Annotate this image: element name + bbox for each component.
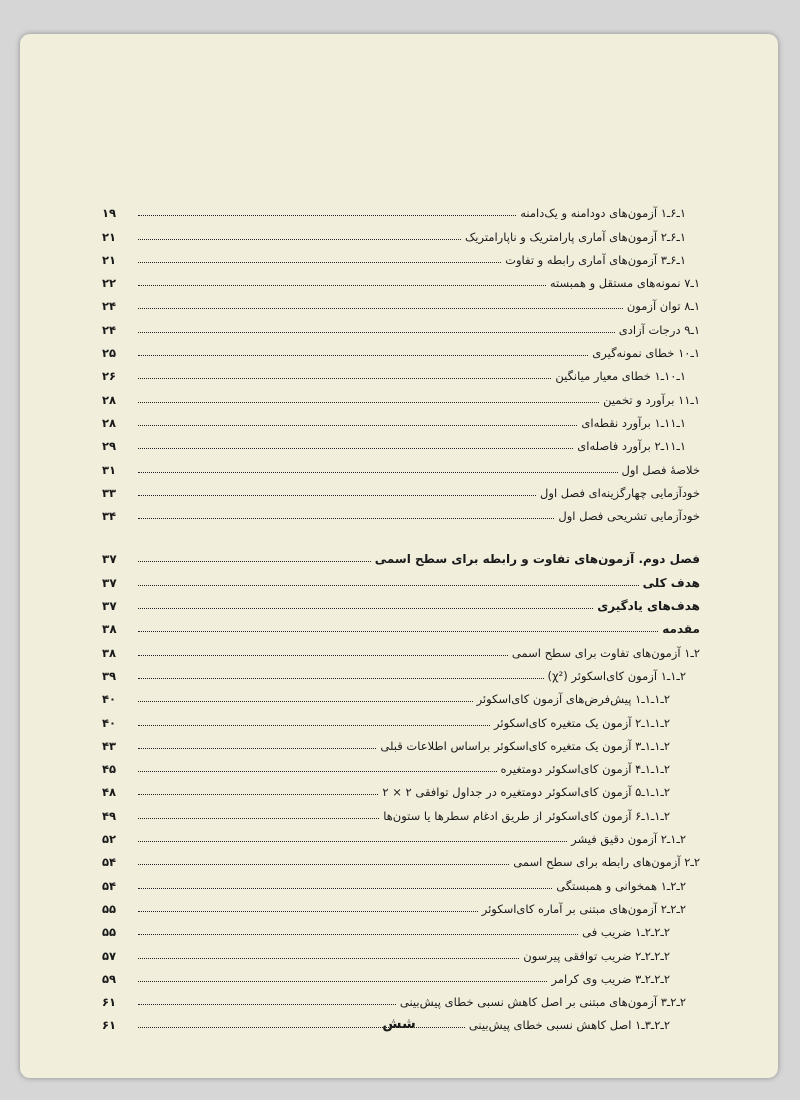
page-number-label: شش: [382, 1016, 416, 1032]
toc-entry-title: خلاصهٔ فصل اول: [621, 462, 700, 477]
toc-entry-page: ۴۳: [102, 738, 117, 753]
dot-leader: [138, 841, 567, 842]
toc-entry-page: ۳۳: [102, 485, 117, 500]
document-page: [20, 34, 778, 1078]
dot-leader: [138, 678, 544, 679]
dot-leader: [138, 725, 490, 726]
toc-entry: [102, 500, 700, 523]
toc-entry: [102, 799, 700, 822]
toc-entry-title: ۲ـ۱ـ۱ آزمون کای‌اسکوئر (χ²): [547, 668, 686, 683]
toc-entry-title: ۲ـ۱ـ۱ـ۵ آزمون کای‌اسکوئر دومتغیره در جداول توافقی ۲ × ۲: [382, 785, 670, 800]
toc-entry-page: ۵۴: [102, 878, 117, 893]
dot-leader: [138, 585, 639, 586]
toc-entry-title: مقدمه: [662, 622, 700, 637]
toc-entry-title: ۲ـ۲ـ۳ آزمون‌های مبتنی بر اصل کاهش نسبی خطای پیش‌بینی: [399, 995, 686, 1010]
toc-entry: [102, 939, 700, 962]
dot-leader: [138, 495, 536, 496]
dot-leader: [138, 448, 573, 449]
toc-entry-page: ۴۹: [102, 808, 117, 823]
toc-entry: [102, 337, 700, 360]
toc-entry-page: ۴۵: [102, 762, 117, 777]
dot-leader: [138, 911, 478, 912]
toc-entry-page: ۲۱: [102, 252, 117, 267]
toc-entry: [102, 220, 700, 243]
toc-entry-page: ۲۴: [102, 299, 117, 314]
toc-entry: [102, 453, 700, 476]
toc-entry-title: ۱ـ۷ نمونه‌های مستقل و همبسته: [549, 276, 700, 291]
dot-leader: [138, 561, 371, 562]
toc-entry-page: ۲۴: [102, 322, 117, 337]
toc-entry: [102, 963, 700, 986]
toc-entry: [102, 477, 700, 500]
toc-entry-page: ۵۵: [102, 901, 117, 916]
dot-leader: [138, 239, 461, 240]
dot-leader: [138, 1004, 396, 1005]
toc-entry-page: ۵۷: [102, 948, 117, 963]
dot-leader: [138, 888, 552, 889]
toc-entry: [102, 916, 700, 939]
toc-entry: [102, 823, 700, 846]
toc-entry-title: ۱ـ۶ـ۱ آزمون‌های دودامنه و یک‌دامنه: [520, 206, 686, 221]
toc-entry: [102, 706, 700, 729]
toc-entry-title: ۱ـ۱۰ خطای نمونه‌گیری: [592, 346, 700, 361]
dot-leader: [138, 748, 376, 749]
toc-entry-title: ۲ـ۱ـ۱ـ۴ آزمون کای‌اسکوئر دومتغیره: [500, 762, 670, 777]
toc-entry-page: ۴۰: [102, 692, 117, 707]
toc-entry-page: ۳۷: [102, 552, 117, 567]
dot-leader: [138, 608, 593, 609]
dot-leader: [138, 518, 554, 519]
toc-entry: [102, 267, 700, 290]
toc-entry-title: خودآزمایی تشریحی فصل اول: [558, 509, 700, 524]
toc-entry-title: ۱ـ۱۱ـ۱ برآورد نقطه‌ای: [581, 415, 686, 430]
toc-entry-title: ۱ـ۹ درجات آزادی: [618, 322, 700, 337]
toc-entry-title: ۱ـ۱۰ـ۱ خطای معیار میانگین: [555, 369, 686, 384]
dot-leader: [138, 818, 379, 819]
toc-entry-title: ۲ـ۲ـ۲ آزمون‌های مبتنی بر آماره کای‌اسکوئر: [481, 901, 686, 916]
toc-entry-page: ۴۸: [102, 785, 117, 800]
toc-entry-title: ۲ـ۲ـ۳ـ۱ اصل کاهش نسبی خطای پیش‌بینی: [468, 1018, 670, 1033]
toc-entry-title: ۲ـ۲ـ۲ـ۳ ضریب وی کرامر: [551, 971, 670, 986]
dot-leader: [138, 378, 551, 379]
toc-entry-page: ۲۹: [102, 439, 117, 454]
toc-entry-page: ۵۹: [102, 971, 117, 986]
toc-entry-page: ۳۴: [102, 509, 117, 524]
dot-leader: [138, 332, 615, 333]
toc-entry-title: ۲ـ۱ـ۱ـ۳ آزمون یک متغیره کای‌اسکوئر براساس اطلاعات قبلی: [380, 738, 670, 753]
toc-entry: [102, 893, 700, 916]
table-of-contents: [102, 197, 700, 1032]
toc-entry-page: ۶۱: [102, 1018, 117, 1033]
toc-entry: [102, 430, 700, 453]
dot-leader: [138, 771, 497, 772]
dot-leader: [138, 981, 547, 982]
toc-entry-page: ۵۵: [102, 925, 117, 940]
toc-entry-title: ۲ـ۲ـ۲ـ۲ ضریب توافقی پیرسون: [523, 948, 670, 963]
toc-entry-page: ۲۵: [102, 346, 117, 361]
toc-entry-page: ۲۲: [102, 276, 117, 291]
toc-entry: [102, 683, 700, 706]
toc-entry-title: هدف‌های یادگیری: [597, 599, 700, 614]
toc-entry-title: فصل دوم. آزمون‌های تفاوت و رابطه برای سطح اسمی: [374, 552, 700, 567]
toc-entry-title: ۱ـ۶ـ۳ آزمون‌های آماری رابطه و تفاوت: [505, 252, 686, 267]
dot-leader: [138, 958, 519, 959]
dot-leader: [138, 262, 501, 263]
toc-entry: [102, 986, 700, 1009]
toc-entry-page: ۲۶: [102, 369, 117, 384]
toc-entry: [102, 360, 700, 383]
toc-entry-title: خودآزمایی چهارگزینه‌ای فصل اول: [540, 485, 700, 500]
toc-entry: [102, 776, 700, 799]
toc-entry-title: ۲ـ۲ـ۲ـ۱ ضریب فی: [582, 925, 670, 940]
toc-entry: [102, 407, 700, 430]
toc-entry-title: ۱ـ۱۱ برآورد و تخمین: [603, 392, 700, 407]
dot-leader: [138, 425, 577, 426]
toc-entry-title: ۲ـ۲ آزمون‌های رابطه برای سطح اسمی: [513, 855, 700, 870]
toc-entry-title: ۲ـ۱ آزمون‌های تفاوت برای سطح اسمی: [511, 645, 700, 660]
dot-leader: [138, 934, 578, 935]
toc-entry-title: هدف کلی: [642, 575, 700, 590]
toc-entry: [102, 846, 700, 869]
toc-entry-page: ۳۱: [102, 462, 117, 477]
toc-entry-title: ۲ـ۱ـ۱ـ۶ آزمون کای‌اسکوئر از طریق ادغام سطرها یا ستون‌ها: [383, 808, 670, 823]
toc-entry-page: ۶۱: [102, 995, 117, 1010]
toc-entry: [102, 590, 700, 613]
dot-leader: [138, 655, 508, 656]
toc-entry: [102, 313, 700, 336]
toc-entry-page: ۳۸: [102, 622, 117, 637]
toc-entry-page: ۲۱: [102, 229, 117, 244]
toc-entry: [102, 636, 700, 659]
toc-entry: [102, 660, 700, 683]
toc-entry-page: ۵۲: [102, 832, 117, 847]
dot-leader: [138, 472, 618, 473]
toc-entry: [102, 244, 700, 267]
toc-entry-title: ۲ـ۱ـ۲ آزمون دقیق فیشر: [571, 832, 686, 847]
toc-entry-title: ۲ـ۱ـ۱ـ۲ آزمون یک متغیره کای‌اسکوئر: [494, 715, 670, 730]
toc-entry-title: ۱ـ۱۱ـ۲ برآورد فاصله‌ای: [577, 439, 686, 454]
toc-entry-title: ۱ـ۸ توان آزمون: [626, 299, 700, 314]
dot-leader: [138, 285, 546, 286]
toc-entry: [102, 613, 700, 636]
toc-entry: [102, 197, 700, 220]
toc-entry-page: ۳۹: [102, 668, 117, 683]
toc-entry-page: ۳۸: [102, 645, 117, 660]
dot-leader: [138, 402, 599, 403]
toc-entry: [102, 753, 700, 776]
dot-leader: [138, 864, 509, 865]
toc-entry-page: ۲۸: [102, 415, 117, 430]
toc-entry-page: ۱۹: [102, 206, 117, 221]
toc-entry-page: ۴۰: [102, 715, 117, 730]
dot-leader: [138, 215, 516, 216]
toc-entry-title: ۲ـ۲ـ۱ همخوانی و همبستگی: [556, 878, 686, 893]
dot-leader: [138, 701, 473, 702]
dot-leader: [138, 631, 658, 632]
toc-entry: [102, 383, 700, 406]
toc-entry-title: ۱ـ۶ـ۲ آزمون‌های آماری پارامتریک و ناپارامتریک: [465, 229, 686, 244]
toc-entry: [102, 730, 700, 753]
toc-entry: [102, 543, 700, 566]
toc-entry: [102, 869, 700, 892]
toc-entry: [102, 290, 700, 313]
dot-leader: [138, 308, 623, 309]
toc-entry-title: ۲ـ۱ـ۱ـ۱ پیش‌فرض‌های آزمون کای‌اسکوئر: [476, 692, 670, 707]
toc-entry-page: ۳۷: [102, 599, 117, 614]
toc-entry-page: ۵۴: [102, 855, 117, 870]
toc-entry-page: ۲۸: [102, 392, 117, 407]
toc-entry: [102, 566, 700, 589]
dot-leader: [138, 355, 588, 356]
dot-leader: [138, 794, 378, 795]
toc-entry-page: ۳۷: [102, 575, 117, 590]
